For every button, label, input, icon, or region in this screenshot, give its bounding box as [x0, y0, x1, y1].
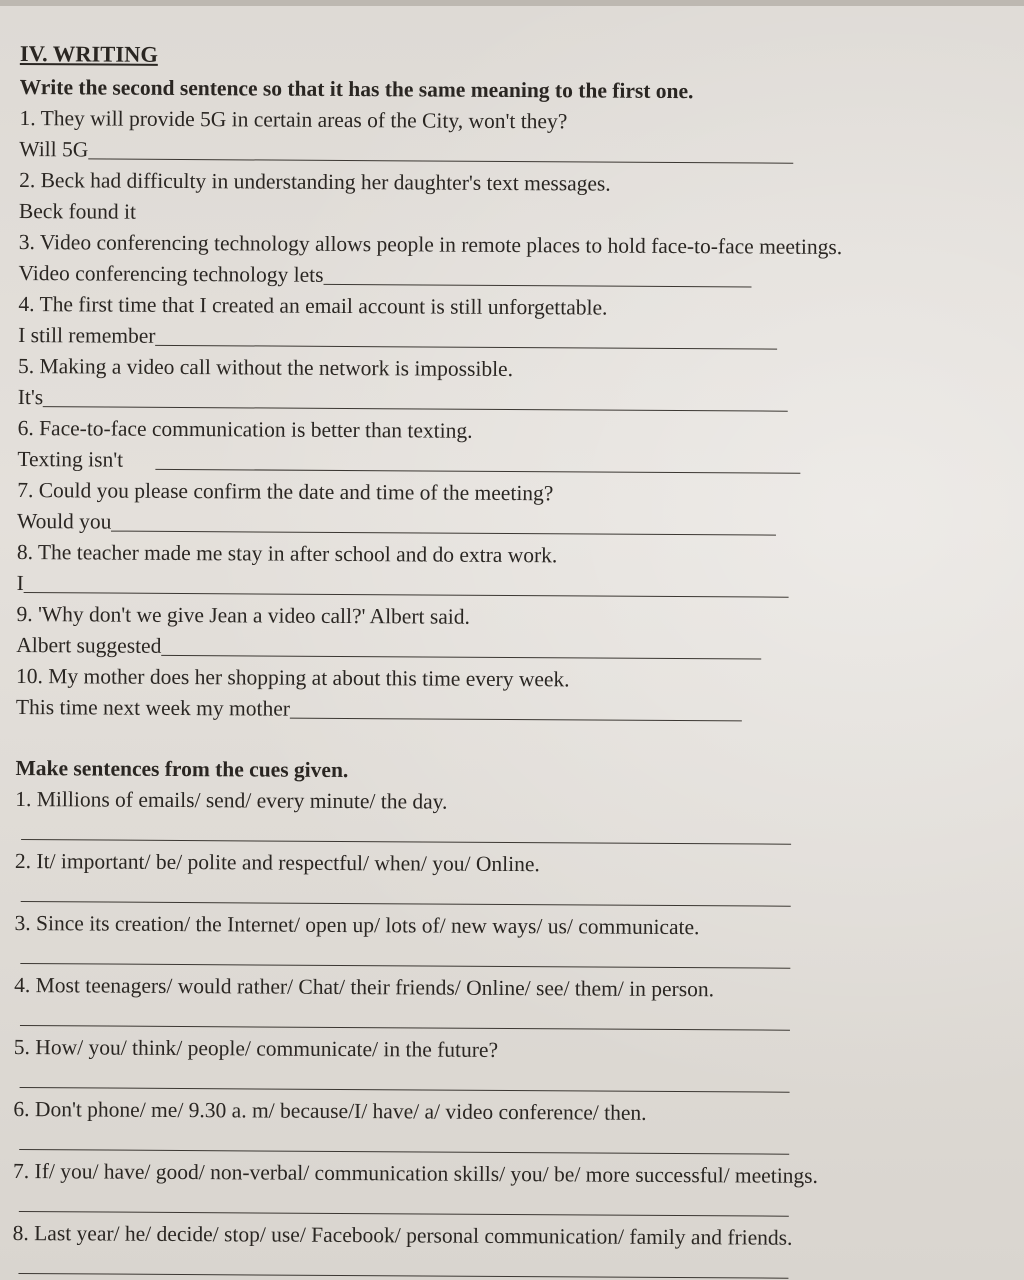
cues-instruction: Make sentences from the cues given. [15, 755, 349, 783]
cue-item-1: 1. Millions of emails/ send/ every minute/ the day. [15, 786, 448, 814]
answer-stem: Beck found it [18, 198, 137, 224]
rewrite-question-2: 2. Beck had difficulty in understanding her daughter's text messages. [19, 167, 611, 196]
answer-blank-line[interactable] [19, 1149, 789, 1155]
answer-stem: I [16, 570, 24, 596]
cue-item-8: 8. Last year/ he/ decide/ stop/ use/ Facebook/ personal communication/ family and friends. [12, 1220, 793, 1250]
answer-blank-line[interactable] [155, 447, 800, 474]
cue-answer-4 [14, 1001, 994, 1038]
section-title: IV. WRITING [19, 40, 158, 67]
rewrite-question-6: 6. Face-to-face communication is better than texting. [17, 415, 473, 443]
rewrite-instruction: Write the second sentence so that it has the same meaning to the first one. [19, 74, 694, 104]
answer-blank-line[interactable] [88, 136, 793, 163]
answer-stem: It's [17, 384, 44, 410]
answer-blank-line[interactable] [323, 262, 751, 288]
cue-item-6: 6. Don't phone/ me/ 9.30 a. m/ because/I/ have/ a/ video conference/ then. [13, 1096, 647, 1125]
rewrite-question-3: 3. Video conferencing technology allows people in remote places to hold face-to-face meetings. [18, 229, 843, 260]
rewrite-question-10: 10. My mother does her shopping at about this time every week. [16, 663, 570, 692]
worksheet-content [12, 38, 1000, 1280]
answer-blank-line[interactable] [20, 963, 790, 969]
cue-answer-8 [12, 1249, 992, 1280]
answer-blank-line[interactable] [155, 323, 777, 350]
cue-answer-6 [13, 1125, 993, 1162]
cue-item-2: 2. It/ important/ be/ polite and respectful/ when/ you/ Online. [14, 848, 540, 877]
rewrite-question-7: 7. Could you please confirm the date and time of the meeting? [17, 477, 554, 506]
rewrite-answer-10 [16, 692, 996, 729]
cue-answer-2 [15, 877, 995, 914]
cue-item-4: 4. Most teenagers/ would rather/ Chat/ their friends/ Online/ see/ them/ in person. [14, 972, 715, 1002]
answer-blank-line[interactable] [24, 570, 789, 598]
cue-item-3: 3. Since its creation/ the Internet/ open up/ lots of/ new ways/ us/ communicate. [14, 910, 700, 940]
answer-blank-line[interactable] [111, 509, 776, 536]
answer-blank-line[interactable] [20, 1025, 790, 1031]
rewrite-question-5: 5. Making a video call without the network is impossible. [17, 353, 514, 382]
cue-answer-3 [14, 939, 994, 976]
answer-blank-line[interactable] [19, 1211, 789, 1217]
answer-stem: Will 5G [19, 136, 89, 162]
cue-answer-7 [13, 1187, 993, 1224]
answer-blank-line[interactable] [18, 1273, 788, 1279]
answer-stem: I still remember [18, 322, 156, 348]
answer-stem: Texting isn't [17, 446, 124, 472]
rewrite-question-9: 9. 'Why don't we give Jean a video call?' Albert said. [16, 601, 470, 629]
answer-stem: This time next week my mother [15, 694, 291, 721]
answer-blank-line[interactable] [20, 1087, 790, 1093]
rewrite-question-8: 8. The teacher made me stay in after school and do extra work. [16, 539, 558, 568]
cue-item-7: 7. If/ you/ have/ good/ non-verbal/ communication skills/ you/ be/ more successful/ meetings. [13, 1158, 819, 1188]
answer-blank-line[interactable] [43, 384, 788, 412]
rewrite-question-4: 4. The first time that I created an email account is still unforgettable. [18, 291, 608, 320]
cue-item-5: 5. How/ you/ think/ people/ communicate/ in the future? [13, 1034, 499, 1062]
answer-blank-line[interactable] [21, 901, 791, 907]
answer-stem: Albert suggested [16, 632, 162, 658]
cue-answer-5 [14, 1063, 994, 1100]
answer-blank-line[interactable] [161, 633, 761, 660]
answer-stem: Video conferencing technology lets [18, 260, 324, 287]
answer-blank-line[interactable] [290, 696, 742, 722]
cue-answer-1 [15, 815, 995, 852]
answer-blank-line[interactable] [21, 839, 791, 845]
answer-stem: Would you [16, 508, 112, 534]
rewrite-question-1: 1. They will provide 5G in certain areas of the City, won't they? [19, 105, 568, 134]
